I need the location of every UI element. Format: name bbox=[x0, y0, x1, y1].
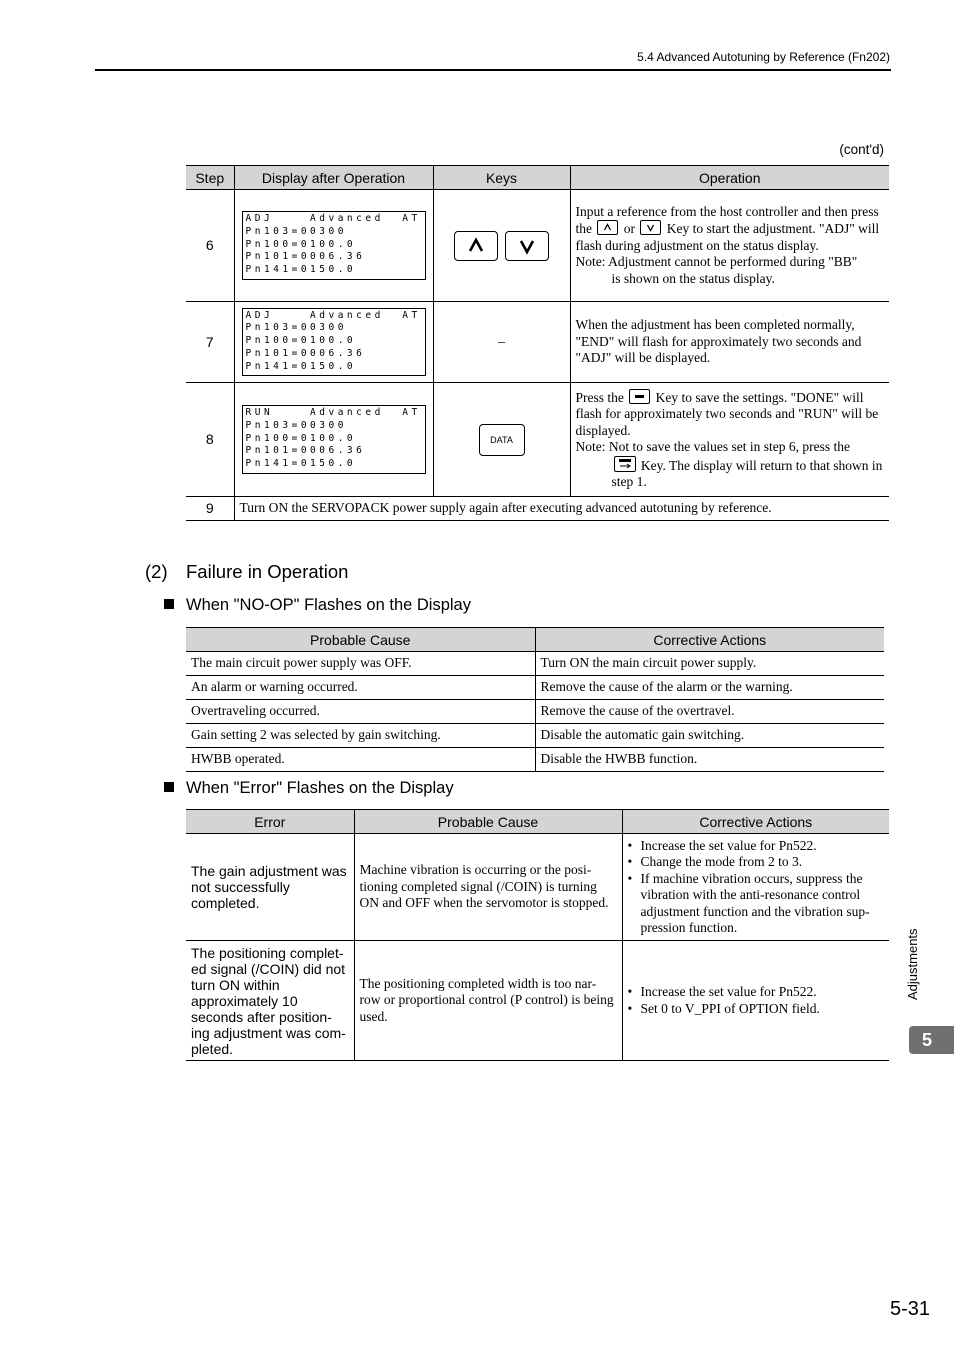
error-heading-text: When "Error" Flashes on the Display bbox=[186, 779, 454, 797]
col-header-cause: Probable Cause bbox=[186, 628, 535, 652]
col-header-cause: Probable Cause bbox=[354, 810, 622, 834]
col-header-step: Step bbox=[186, 166, 234, 190]
cause-cell: Machine vibration is occurring or the posi-tioning completed signal (/COIN) is turning ON and OFF when the servomotor is stopped. bbox=[354, 834, 622, 941]
noop-header-row bbox=[186, 628, 884, 652]
operation-cell bbox=[570, 190, 889, 302]
section-number: (2) bbox=[145, 561, 168, 582]
col-header-actions: Corrective Actions bbox=[535, 628, 884, 652]
list-item: • Set 0 to V_PPI of OPTION field. bbox=[628, 1001, 885, 1018]
display-cell bbox=[234, 302, 433, 383]
page-number: 5-31 bbox=[889, 1298, 930, 1320]
data-key-inline-icon bbox=[629, 389, 650, 404]
noop-heading-text: When "NO-OP" Flashes on the Display bbox=[186, 596, 471, 614]
list-item: • Change the mode from 2 to 3. bbox=[628, 854, 885, 871]
running-header: 5.4 Advanced Autotuning by Reference (Fn202) bbox=[637, 50, 890, 64]
down-key-inline-icon bbox=[640, 220, 661, 235]
operation-note: Note: Adjustment cannot be performed during "BB" bbox=[575, 254, 858, 270]
steps-header-row bbox=[186, 166, 889, 190]
lcd-line: Pn101=0006.36 bbox=[245, 445, 366, 457]
noop-table bbox=[186, 627, 884, 772]
table-row bbox=[186, 834, 889, 941]
list-item: • Increase the set value for Pn522. bbox=[628, 838, 885, 855]
display-cell bbox=[234, 190, 433, 302]
square-bullet-icon bbox=[164, 599, 174, 609]
down-key-icon bbox=[505, 231, 549, 261]
lcd-line: ADJ Advanced AT bbox=[245, 309, 421, 321]
lcd-display bbox=[242, 405, 426, 474]
keys-cell bbox=[433, 383, 570, 497]
col-header-display: Display after Operation bbox=[234, 166, 433, 190]
table-row bbox=[186, 652, 884, 676]
table-row bbox=[186, 941, 889, 1061]
lcd-line: Pn141=0150.0 bbox=[245, 458, 357, 470]
col-header-actions: Corrective Actions bbox=[622, 810, 889, 834]
lcd-line: Pn100=0100.0 bbox=[245, 335, 357, 347]
operation-cell: Turn ON the SERVOPACK power supply again after executing advanced autotuning by reference. bbox=[234, 497, 889, 521]
lcd-line: Pn103=00300 bbox=[245, 322, 347, 334]
error-table bbox=[186, 809, 889, 1061]
list-item: • Increase the set value for Pn522. bbox=[628, 984, 885, 1001]
lcd-line: Pn141=0150.0 bbox=[245, 360, 357, 372]
col-header-error: Error bbox=[186, 810, 354, 834]
actions-cell bbox=[622, 941, 889, 1061]
step-row-8 bbox=[186, 383, 889, 497]
cause-cell: Overtraveling occurred. bbox=[186, 700, 535, 724]
lcd-line: Pn141=0150.0 bbox=[245, 264, 357, 276]
error-heading bbox=[164, 779, 454, 798]
continued-label: (cont'd) bbox=[839, 142, 884, 157]
error-cell: The positioning complet-ed signal (/COIN) did not turn ON within approximately 10 seconds after position-ing adjustment was com-pleted. bbox=[186, 941, 354, 1061]
operation-text: Input a reference from the host controller and then press the bbox=[575, 203, 879, 237]
action-cell: Disable the HWBB function. bbox=[535, 748, 884, 772]
list-item: • If machine vibration occurs, suppress the vibration with the anti-resonance control adjustment function and the vibration sup-pression function. bbox=[628, 871, 885, 937]
operation-text: Key to start the adjustment. "ADJ" will flash during adjustment on the status display. bbox=[575, 221, 880, 253]
action-cell: Disable the automatic gain switching. bbox=[535, 724, 884, 748]
lcd-line: RUN Advanced AT bbox=[245, 407, 421, 419]
cause-cell: An alarm or warning occurred. bbox=[186, 676, 535, 700]
cause-cell: The positioning completed width is too nar-row or proportional control (P control) is being used. bbox=[354, 941, 622, 1061]
col-header-keys: Keys bbox=[433, 166, 570, 190]
operation-text: Press the bbox=[575, 389, 624, 405]
steps-table bbox=[186, 165, 889, 521]
cause-cell: HWBB operated. bbox=[186, 748, 535, 772]
lcd-line: ADJ Advanced AT bbox=[245, 213, 421, 225]
lcd-line: Pn100=0100.0 bbox=[245, 432, 357, 444]
step-row-6 bbox=[186, 190, 889, 302]
step-number: 6 bbox=[186, 190, 234, 302]
lcd-line: Pn100=0100.0 bbox=[245, 238, 357, 250]
lcd-display bbox=[242, 211, 426, 280]
section-title: Failure in Operation bbox=[186, 561, 349, 582]
lcd-line: Pn101=0006.36 bbox=[245, 347, 366, 359]
actions-list bbox=[628, 984, 885, 1017]
section-heading bbox=[145, 561, 348, 583]
operation-or: or bbox=[623, 221, 635, 237]
lcd-line: Pn103=00300 bbox=[245, 419, 347, 431]
step-number: 7 bbox=[186, 302, 234, 383]
table-row bbox=[186, 700, 884, 724]
lcd-display bbox=[242, 308, 426, 377]
chapter-side-label: Adjustments bbox=[905, 928, 920, 1000]
operation-cell: When the adjustment has been completed normally, "END" will flash for approximately two seconds and "ADJ" will be displayed. bbox=[570, 302, 889, 383]
mode-set-key-inline-icon bbox=[614, 456, 636, 472]
step-number: 8 bbox=[186, 383, 234, 497]
square-bullet-icon bbox=[164, 782, 174, 792]
operation-text: Key. The display will return to that shown in step 1. bbox=[611, 457, 883, 489]
error-cell: The gain adjustment was not successfully completed. bbox=[186, 834, 354, 941]
no-key-dash: – bbox=[497, 333, 506, 349]
table-row bbox=[186, 748, 884, 772]
operation-note: Note: Not to save the values set in step 6, press the bbox=[575, 439, 850, 454]
table-row bbox=[186, 676, 884, 700]
actions-list bbox=[628, 838, 885, 937]
header-rule bbox=[95, 69, 891, 71]
operation-cell bbox=[570, 383, 889, 497]
action-cell: Remove the cause of the overtravel. bbox=[535, 700, 884, 724]
step-row-7 bbox=[186, 302, 889, 383]
actions-cell bbox=[622, 834, 889, 941]
lcd-line: Pn101=0006.36 bbox=[245, 251, 366, 263]
step-number: 9 bbox=[186, 497, 234, 521]
error-header-row bbox=[186, 810, 889, 834]
action-cell: Remove the cause of the alarm or the warning. bbox=[535, 676, 884, 700]
col-header-operation: Operation bbox=[570, 166, 889, 190]
operation-note-cont bbox=[576, 456, 885, 491]
display-cell bbox=[234, 383, 433, 497]
cause-cell: The main circuit power supply was OFF. bbox=[186, 652, 535, 676]
operation-note-cont: is shown on the status display. bbox=[611, 270, 775, 286]
noop-heading bbox=[164, 596, 471, 615]
action-cell: Turn ON the main circuit power supply. bbox=[535, 652, 884, 676]
keys-cell bbox=[433, 190, 570, 302]
up-key-inline-icon bbox=[597, 220, 618, 235]
lcd-line: Pn103=00300 bbox=[245, 225, 347, 237]
chapter-tab: 5 bbox=[909, 1026, 954, 1054]
table-row bbox=[186, 724, 884, 748]
data-key-icon: DATA bbox=[479, 424, 525, 456]
operation-text: Key to save the settings. "DONE" will flash for approximately two seconds and "RUN" will be displayed. bbox=[575, 389, 879, 438]
up-key-icon bbox=[454, 231, 498, 261]
step-row-9 bbox=[186, 497, 889, 521]
keys-cell bbox=[433, 302, 570, 383]
cause-cell: Gain setting 2 was selected by gain switching. bbox=[186, 724, 535, 748]
